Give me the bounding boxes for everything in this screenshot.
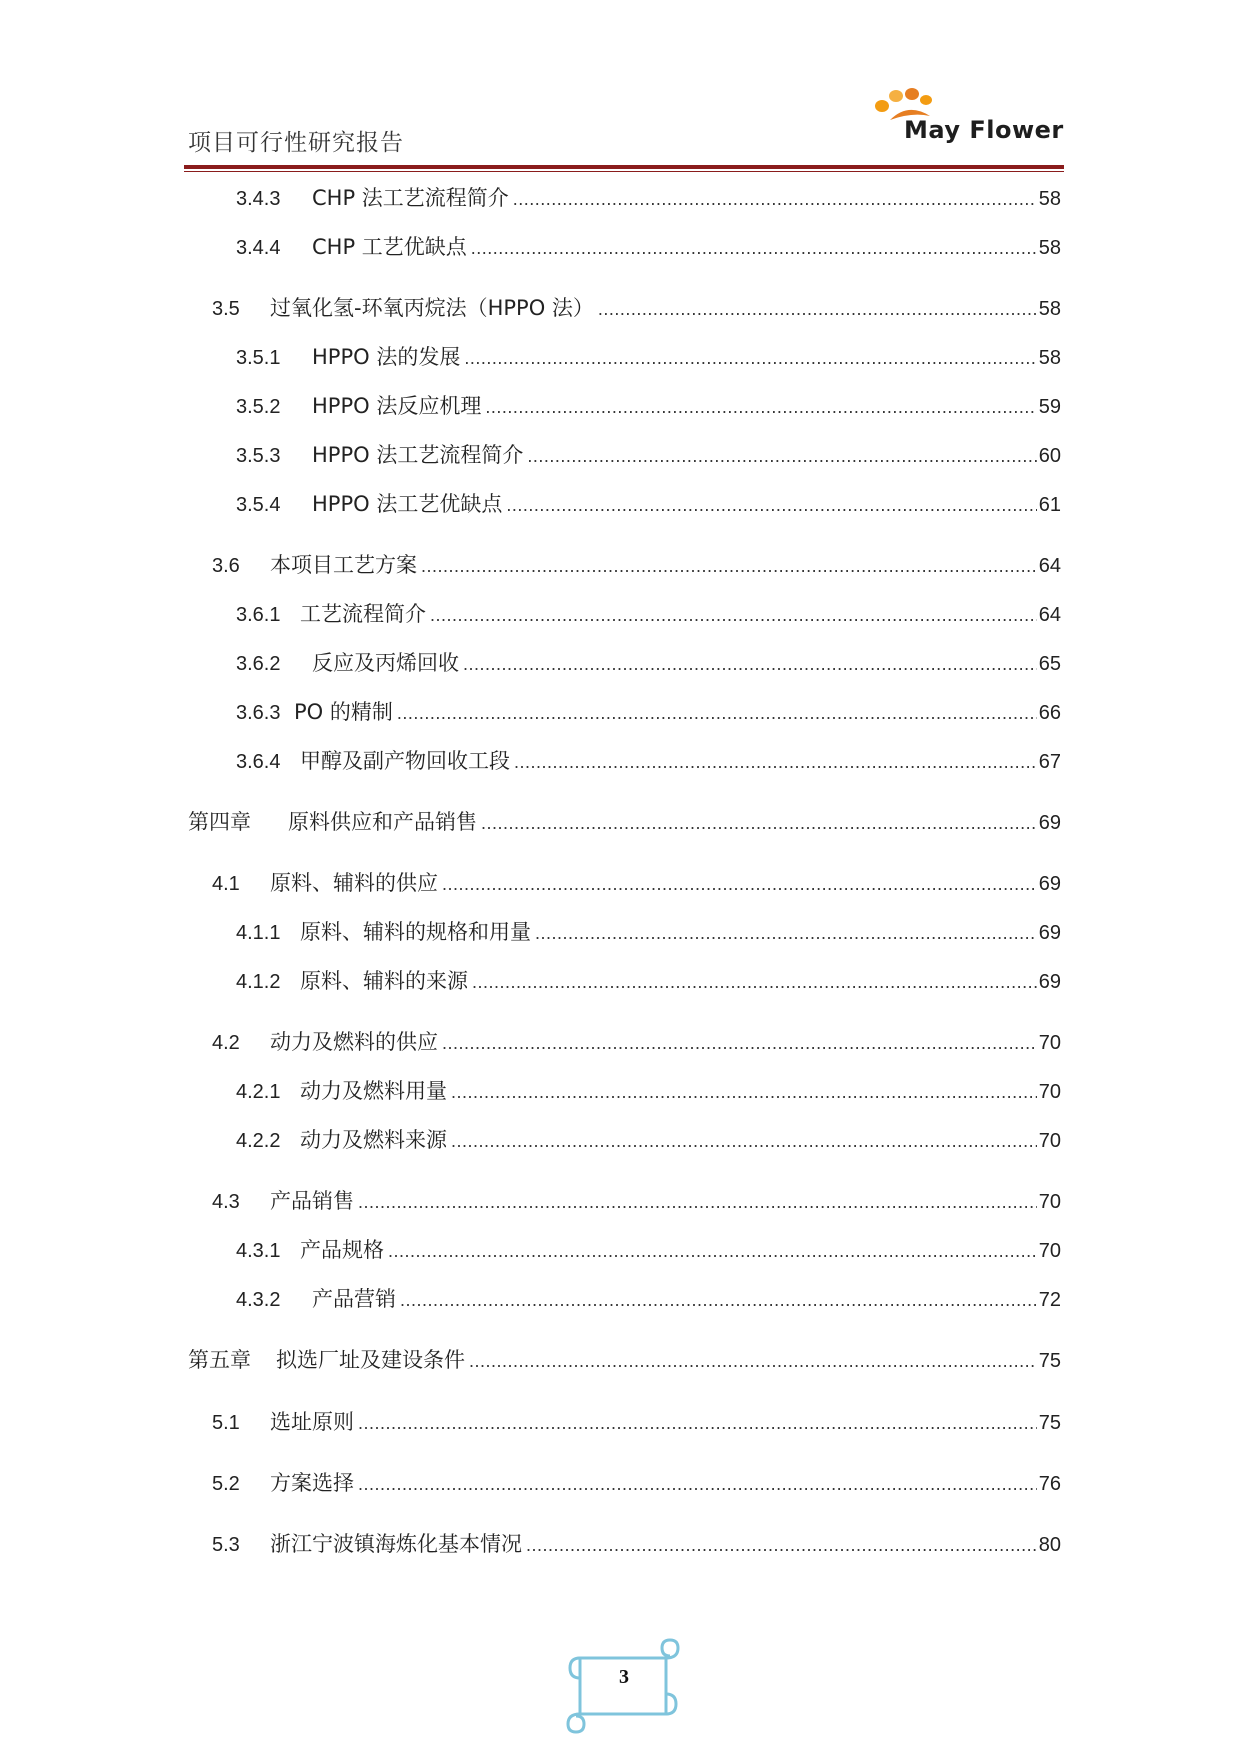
toc-entry[interactable]: 4.1.2 原料、辅料的来源 ..... 69 bbox=[236, 965, 1061, 999]
toc-entry[interactable]: 5.1 选址原则 ..... 75 bbox=[212, 1406, 1061, 1440]
running-header-title: 项目可行性研究报告 bbox=[188, 130, 404, 156]
toc-entry[interactable]: 5.2 方案选择 ..... 76 bbox=[212, 1467, 1061, 1501]
toc-entry[interactable]: 3.4.4 CHP 工艺优缺点 ..... 58 bbox=[236, 231, 1061, 265]
header-rule bbox=[184, 165, 1064, 169]
toc-entry[interactable]: 3.4.3 CHP 法工艺流程简介 ..... 58 bbox=[236, 182, 1061, 216]
toc-entry[interactable]: 4.1 原料、辅料的供应 ..... 69 bbox=[212, 867, 1061, 901]
toc-entry[interactable]: 4.3 产品销售 ..... 70 bbox=[212, 1185, 1061, 1219]
mayflower-logo bbox=[868, 86, 1064, 156]
toc-entry[interactable]: 3.6.3 PO 的精制 ..... 66 bbox=[236, 696, 1061, 730]
toc-entry[interactable]: 5.3 浙江宁波镇海炼化基本情况 ..... 80 bbox=[212, 1528, 1061, 1562]
toc-entry[interactable]: 4.2.2 动力及燃料来源 ..... 70 bbox=[236, 1124, 1061, 1158]
toc-entry[interactable]: 3.5.3 HPPO 法工艺流程简介 ..... 60 bbox=[236, 439, 1061, 473]
toc-entry[interactable]: 4.3.2 产品营销 ..... 72 bbox=[236, 1283, 1061, 1317]
toc-entry[interactable]: 3.5.2 HPPO 法反应机理 ..... 59 bbox=[236, 390, 1061, 424]
toc-entry[interactable]: 3.6 本项目工艺方案 ..... 64 bbox=[212, 549, 1061, 583]
page-number-scroll bbox=[566, 1638, 682, 1734]
toc-entry[interactable]: 3.5.1 HPPO 法的发展 ..... 58 bbox=[236, 341, 1061, 375]
toc-entry[interactable]: 3.6.4 甲醇及副产物回收工段 ..... 67 bbox=[236, 745, 1061, 779]
toc-entry-chapter[interactable]: 第四章 原料供应和产品销售 ..... 69 bbox=[188, 806, 1061, 840]
logo-text: May Flower bbox=[904, 116, 1064, 144]
header-rule-thin bbox=[184, 171, 1064, 172]
toc-entry[interactable]: 3.6.2 反应及丙烯回收 ..... 65 bbox=[236, 647, 1061, 681]
toc-entry[interactable]: 3.5.4 HPPO 法工艺优缺点 ..... 61 bbox=[236, 488, 1061, 522]
toc-entry[interactable]: 4.3.1 产品规格 ..... 70 bbox=[236, 1234, 1061, 1268]
toc-entry[interactable]: 4.2 动力及燃料的供应 ..... 70 bbox=[212, 1026, 1061, 1060]
page-number: 3 bbox=[619, 1666, 629, 1688]
toc-entry[interactable]: 4.2.1 动力及燃料用量 ..... 70 bbox=[236, 1075, 1061, 1109]
toc-entry[interactable]: 4.1.1 原料、辅料的规格和用量 ..... 69 bbox=[236, 916, 1061, 950]
toc-entry[interactable]: 3.5 过氧化氢-环氧丙烷法（HPPO 法） ..... 58 bbox=[212, 292, 1061, 326]
toc-entry[interactable]: 3.6.1 工艺流程简介 ..... 64 bbox=[236, 598, 1061, 632]
toc-entry-chapter[interactable]: 第五章 拟选厂址及建设条件 ..... 75 bbox=[188, 1344, 1061, 1378]
